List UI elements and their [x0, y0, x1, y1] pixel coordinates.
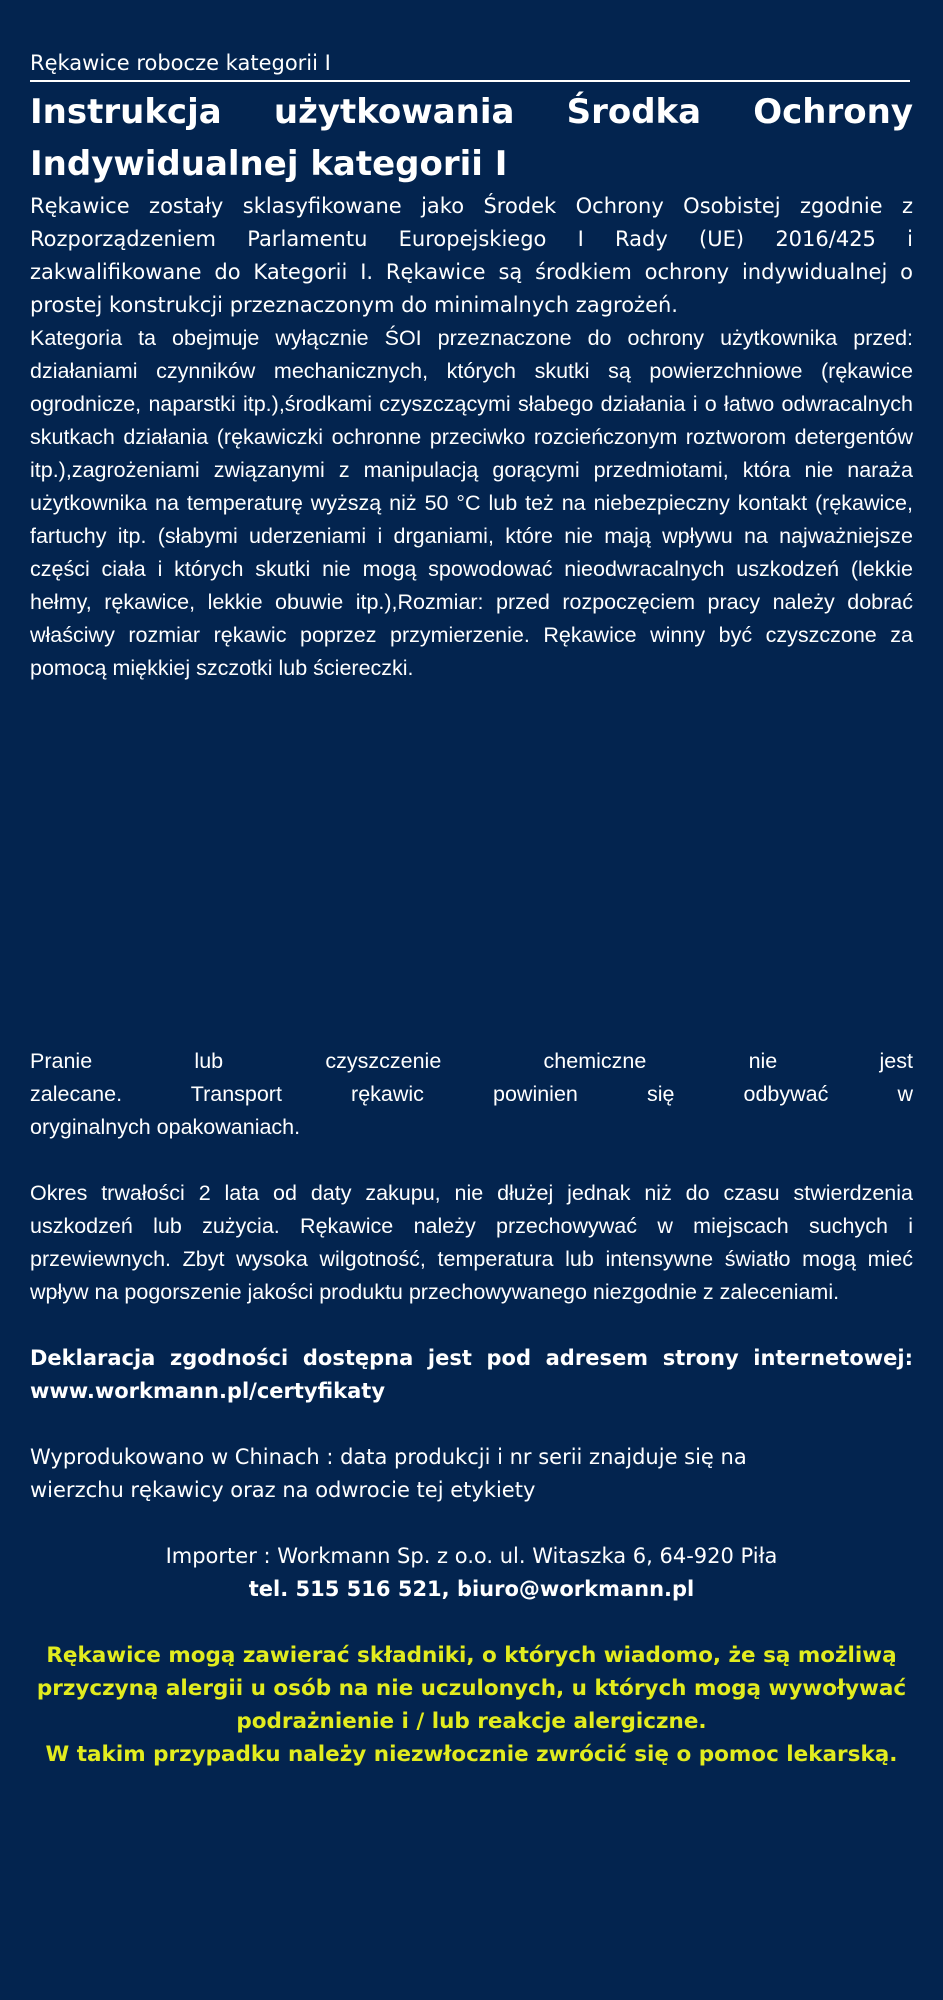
blank-space: [30, 685, 913, 1045]
header-divider: [30, 80, 910, 82]
washing-line-1: Pranie lub czyszczenie chemiczne nie jest: [30, 1049, 913, 1073]
washing-paragraph: [30, 1045, 913, 1144]
importer-address: Importer : Workmann Sp. z o.o. ul. Witaszka 6, 64-920 Piła: [165, 1544, 778, 1568]
importer-contact: tel. 515 516 521, biuro@workmann.pl: [248, 1577, 695, 1601]
washing-line-2: zalecane. Transport rękawic powinien się odbywać w: [30, 1082, 913, 1106]
allergy-warning-text: Rękawice mogą zawierać składniki, o których wiadomo, że są możliwą przyczyną alergii u osób na nie uczulonych, u których mogą wywoływać podrażnienie i / lub reakcje alergiczne.: [36, 1643, 907, 1734]
origin-info: [30, 1441, 913, 1507]
instruction-label: [30, 46, 913, 1771]
page-title: Instrukcja użytkowania Środka Ochrony Indywidualnej kategorii I: [30, 92, 913, 184]
declaration-text: Deklaracja zgodności dostępna jest pod adresem strony internetowej: www.workmann.pl/certyfikaty: [30, 1346, 913, 1403]
allergy-advice-text: W takim przypadku należy niezwłocznie zwrócić się o pomoc lekarską.: [45, 1742, 898, 1767]
allergy-warning: [30, 1639, 913, 1771]
importer-info: [30, 1540, 913, 1606]
storage-paragraph: Okres trwałości 2 lata od daty zakupu, nie dłużej jednak niż do czasu stwierdzenia uszkodzeń lub zużycia. Rękawice należy przechowywać w miejscach suchych i przewiewnych. Zbyt wysoka wilgotność, temperatura lub intensywne światło mogą mieć wpływ na pogorszenie jakości produktu przechowywanego niezgodnie z zaleceniami.: [30, 1181, 913, 1304]
product-name: Rękawice robocze kategorii I: [30, 51, 331, 75]
category-paragraph: Kategoria ta obejmuje wyłącznie ŚOI przeznaczone do ochrony użytkownika przed: działaniami czynników mechanicznych, których skutki są powierzchniowe (rękawice ogrodnicze, naparstki itp.),środkami czyszczącymi słabego działania i o łatwo odwracalnych skutkach działania (rękawiczki ochronne przeciwko rozcieńczonym roztworom detergentów itp.),zagrożeniami związanymi z manipulacją gorącymi przedmiotami, która nie naraża użytkownika na temperaturę wyższą niż 50 °C lub też na niebezpieczny kontakt (rękawice, fartuchy itp. (słabymi uderzeniami i drganiami, które nie mają wpływu na najważniejsze części ciała i których skutki nie mogą spowodować nieodwracalnych uszkodzeń (lekkie hełmy, rękawice, lekkie obuwie itp.),Rozmiar: przed rozpoczęciem pracy należy dobrać właściwy rozmiar rękawic poprzez przymierzenie. Rękawice winny być czyszczone za pomocą miękkiej szczotki lub ściereczki.: [30, 326, 913, 680]
origin-line-1: Wyprodukowano w Chinach : data produkcji i nr serii znajduje się na: [30, 1445, 747, 1469]
origin-line-2: wierzchu rękawicy oraz na odwrocie tej etykiety: [30, 1478, 536, 1502]
washing-line-3: oryginalnych opakowaniach.: [30, 1115, 301, 1139]
intro-paragraph: Rękawice zostały sklasyfikowane jako Środek Ochrony Osobistej zgodnie z Rozporządzeniem Parlamentu Europejskiego I Rady (UE) 2016/425 i zakwalifikowane do Kategorii I. Rękawice są środkiem ochrony indywidualnej o prostej konstrukcji przeznaczonym do minimalnych zagrożeń.: [30, 194, 913, 317]
